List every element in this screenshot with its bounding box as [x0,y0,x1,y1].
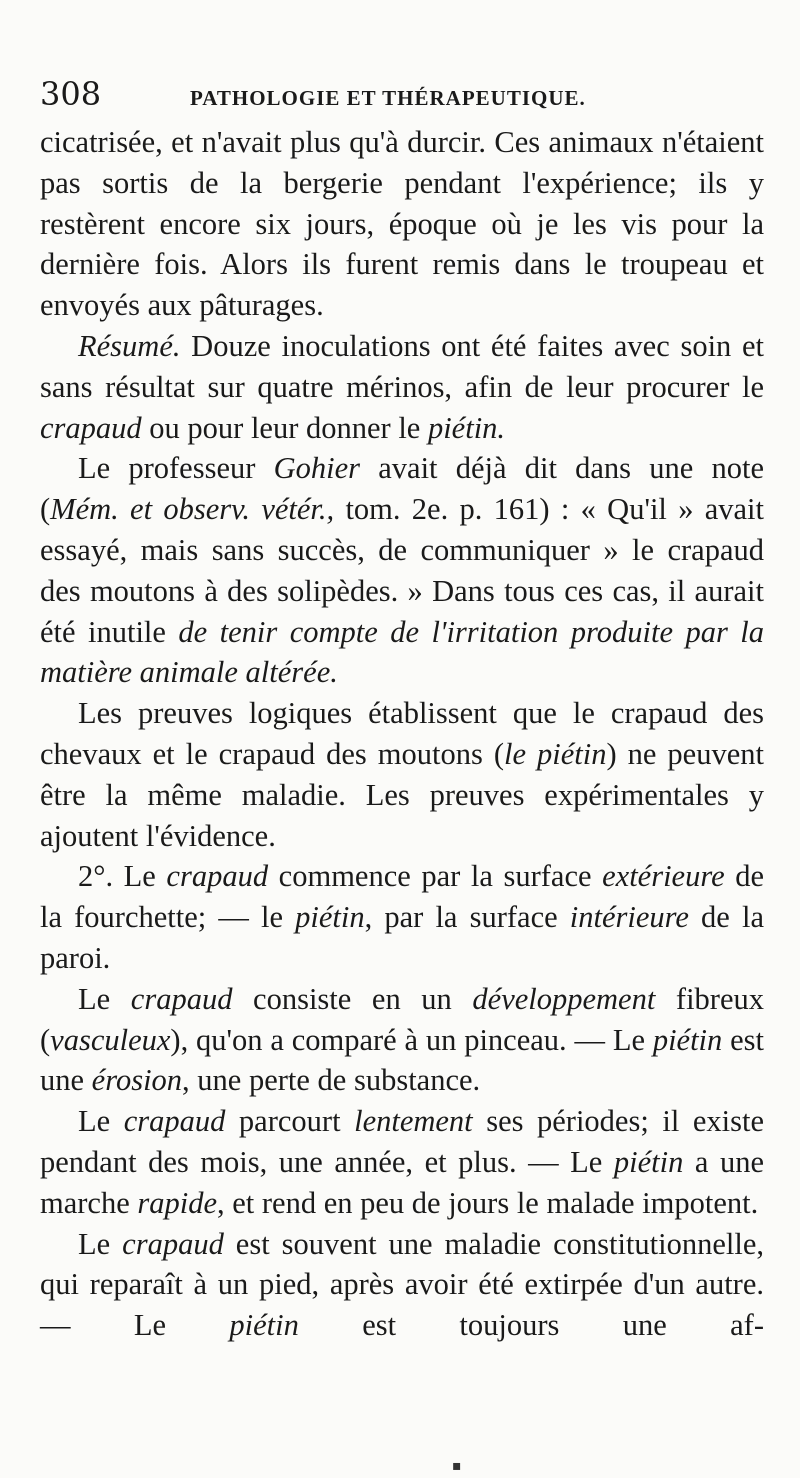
italic-text: extérieure [602,859,725,894]
italic-text: rapide [137,1185,218,1220]
paragraph [40,979,764,1101]
italic-text: piétin. [427,410,506,445]
text-run: , une perte de substance. [182,1063,481,1098]
text-run: ses périodes; il existe pendant des mois, une année, et plus. — Le [40,1104,764,1179]
text-run: de la fourchette; — le [40,859,764,935]
text-run: commence par la surface [268,859,603,894]
text-run: fibreux ( [40,981,765,1057]
printer-mark: ▪ [452,1458,462,1474]
italic-text: Mém. et observ. vétér., [50,492,335,527]
text-run: est une [40,1022,764,1098]
text-run: , et rend en peu de jours le malade impotent. [217,1185,759,1220]
text-run: est toujours une af- [298,1308,764,1343]
text-run: a une marche [40,1144,765,1220]
text-run: tom. 2e. p. 161) : « Qu'il » avait essayé, mais sans succès, de communiquer » le crapaud des moutons à des solipèdes. » Dans tous ces cas, il aurait été inutile [40,492,765,649]
page-number: 308 [40,75,102,113]
text-run: avait déjà dit dans une note ( [40,451,765,527]
text-run: cicatrisée, et n'avait plus qu'à durcir. Ces animaux n'étaient pas sortis de la bergerie pendant l'expérience; ils y restèrent encore six jours, époque où je les vis pour la dernière fois. Alors ils furent remis dans le troupeau et envoyés aux pâturages. [40,125,764,323]
italic-text: intérieure [569,900,689,935]
text-run: est souvent une maladie constitutionnelle, qui reparaît à un pied, après avoir été extirpée d'un autre. — Le [40,1226,764,1343]
text-run: ), qu'on a comparé à un pinceau. — Le [170,1022,653,1057]
italic-text: crapaud [123,1104,226,1139]
italic-text: développement [472,981,656,1016]
italic-text: lentement [354,1104,473,1139]
italic-text: vasculeux [50,1022,171,1057]
text-run: Le [78,981,131,1016]
italic-text: piétin [229,1308,299,1343]
text-run: parcourt [225,1104,355,1139]
italic-text: crapaud [122,1226,224,1261]
paragraph [40,1101,764,1223]
body-text [40,122,764,1346]
italic-text: piétin [652,1022,723,1057]
paragraph [40,122,764,326]
text-run: ) ne peuvent être la même maladie. Les preuves expérimentales y ajoutent l'évidence. [40,736,764,853]
text-run: Le [78,1226,123,1261]
italic-text: Résumé. [78,328,181,363]
italic-text: crapaud [130,981,233,1016]
page-header [40,72,764,120]
text-run: Douze inoculations ont été faites avec soin et sans résultat sur quatre mérinos, afin de leur procurer le [40,328,764,404]
text-run: Le professeur [78,451,274,486]
italic-text: Gohier [273,451,361,486]
italic-text: crapaud [40,410,142,445]
text-run: Le [78,1104,124,1139]
italic-text: le piétin [504,736,607,771]
italic-text: piétin [613,1144,684,1179]
paragraph [40,326,764,448]
italic-text: crapaud [166,859,269,894]
paragraph [40,448,764,693]
italic-text: de tenir compte de l'irritation produite par la matière animale altérée. [40,614,764,690]
paragraph [40,693,764,856]
text-run: Les preuves logiques établissent que le crapaud des chevaux et le crapaud des moutons ( [40,696,764,771]
text-run: consiste en un [232,981,473,1016]
text-run: de la paroi. [40,900,764,975]
italic-text: érosion [91,1063,183,1098]
paragraph [40,1224,764,1346]
text-run: 2°. Le [78,859,167,894]
text-run: ou pour leur donner le [141,410,428,445]
paragraph [40,856,764,978]
running-head: PATHOLOGIE ET THÉRAPEUTIQUE. [190,86,586,110]
italic-text: piétin [295,900,365,935]
text-run: , par la surface [364,900,570,935]
